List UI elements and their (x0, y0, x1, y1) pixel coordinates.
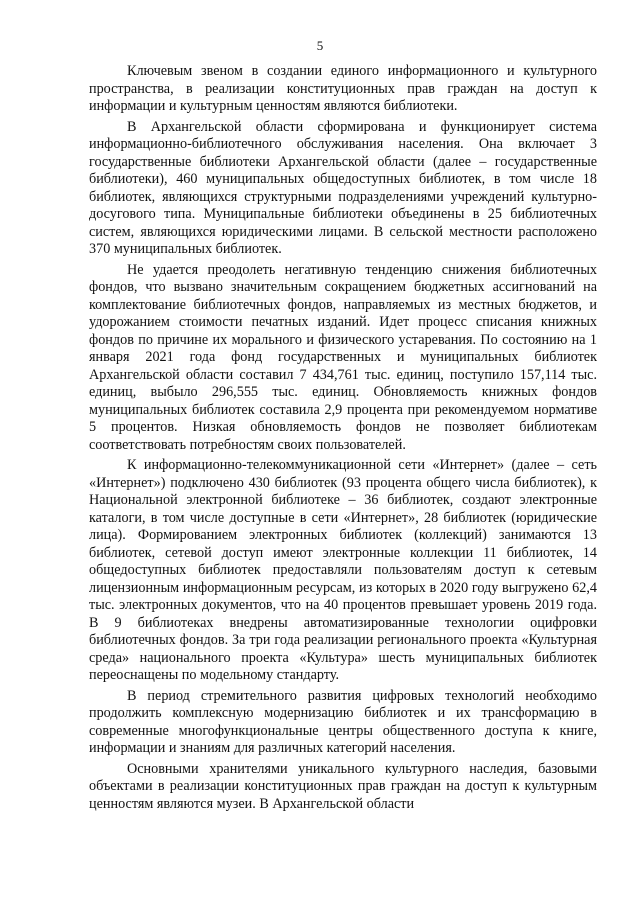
paragraph-museums: Основными хранителями уникального культурного наследия, базовыми объектами в реализации конституционных прав граждан на доступ к культурным ценностям являются музеи. В Архангельской области (89, 760, 597, 812)
paragraph-modernization: В период стремительного развития цифровых технологий необходимо продолжить комплексную модернизацию библиотек и их трансформацию в современные многофункциональные центры общественного доступа к книге, информации и знаниям для различных категорий населения. (89, 687, 597, 756)
paragraph-libraries-key-link: Ключевым звеном в создании единого информационного и культурного пространства, в реализации конституционных прав граждан на доступ к информации и культурным ценностям являются библиотеки. (89, 63, 597, 114)
page-number: 5 (316, 38, 324, 53)
paragraph-library-funds: Не удается преодолеть негативную тенденцию снижения библиотечных фондов, что вызвано значительным сокращением бюджетных ассигнований на комплектование библиотечных фондов, направляемых из местных бюджетов, и удорожанием стоимости печатных изданий. Идет процесс списания книжных фондов по причине их морального и физического устаревания. По состоянию на 1 января 2021 года фонд государственных и муниципальных библиотек Архангельской области составил 7 434,761 тыс. единиц, поступило 157,114 тыс. единиц, выбыло 296,555 тыс. единиц. Обновляемость книжных фондов муниципальных библиотек составила 2,9 процента при рекомендуемом нормативе 5 процентов. Низкая обновляемость фондов не позволяет библиотекам соответствовать потребностям своих пользователей. (89, 261, 597, 453)
body-text (89, 63, 597, 816)
paragraph-internet-access: К информационно-телекоммуникационной сети «Интернет» (далее – сеть «Интернет») подключено 430 библиотек (93 процента общего числа библиотек), к Национальной электронной библиотеке – 36 библиотек, создают электронные каталоги, в том числе доступные в сети «Интернет», 28 библиотек (юридические лица). Формированием электронных библиотек (коллекций) занимаются 13 библиотек, сетевой доступ имеют электронные коллекции 11 библиотек, 14 общедоступных библиотек предоставляли пользователям доступ к сетевым лицензионным информационным ресурсам, из которых в 2020 году выгружено 62,4 тыс. электронных документов, что на 40 процентов превышает уровень 2019 года. В 9 библиотеках внедрены автоматизированные технологии оцифровки библиотечных фондов. За три года реализации регионального проекта «Культурная среда» национального проекта «Культура» шесть муниципальных библиотек переоснащены по модельному стандарту. (89, 457, 597, 683)
paragraph-library-system: В Архангельской области сформирована и функционирует система информационно-библиотечного обслуживания населения. Она включает 3 государственные библиотеки Архангельской области (далее – государственные библиотеки), 460 муниципальных общедоступных библиотек, в том числе 18 библиотек, являющихся структурными подразделениями учреждений культурно-досугового типа. Муниципальные библиотеки объединены в 25 библиотечных систем, являющихся юридическими лицами. В сельской местности расположено 370 муниципальных библиотек. (89, 118, 597, 257)
